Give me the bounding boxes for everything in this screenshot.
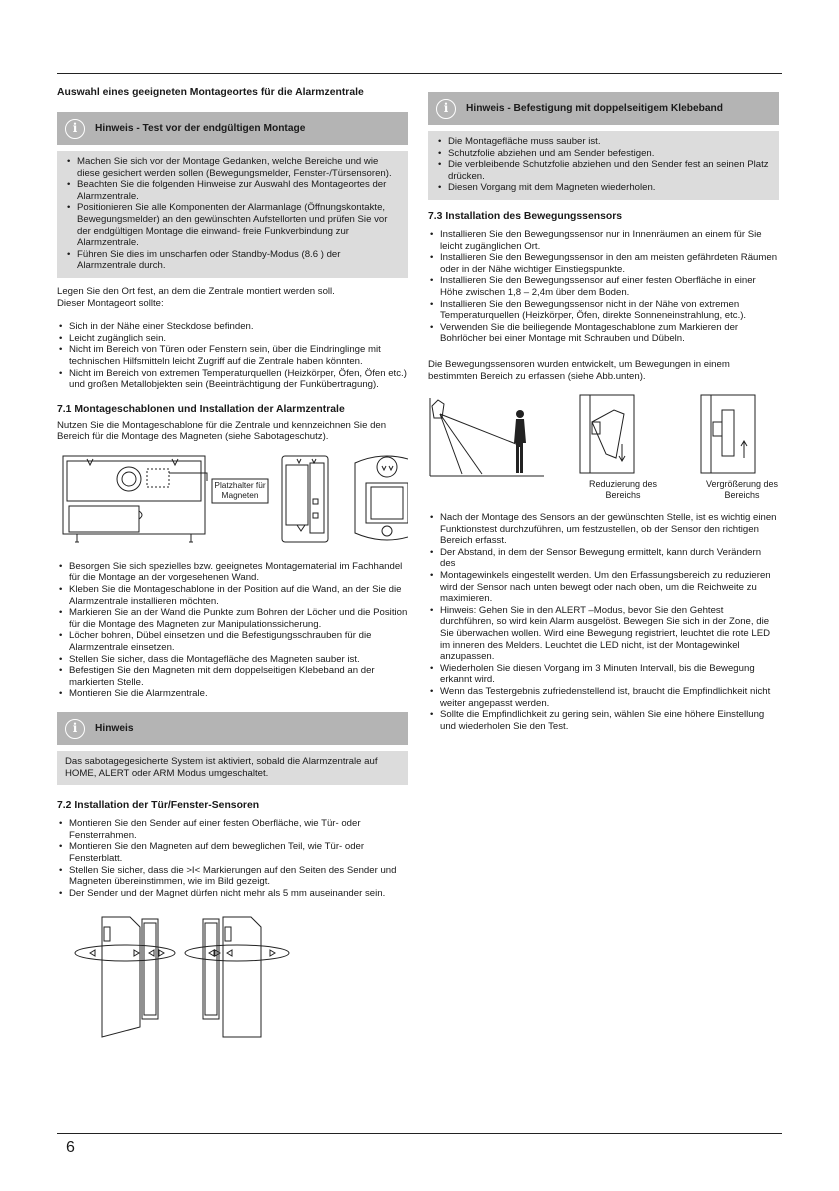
list-item: • Der Sender und der Magnet dürfen nicht mehr als 5 mm auseinander sein. [57, 888, 408, 900]
heading-7-1: 7.1 Montageschablonen und Installation der Alarmzentrale [57, 403, 345, 415]
list-item: • Installieren Sie den Bewegungssensor auf einer festen Oberfläche in einer Höhe zwischen 1,8 – 2,4m über dem Boden. [428, 275, 779, 298]
list-item: • Installieren Sie den Bewegungssensor nicht in der Nähe von extremen Temperaturquellen (Heizkörper, Öfen, direkte Sonneneinstrahlung, etc.). [428, 299, 779, 322]
motion-sensor-figure [428, 392, 779, 504]
section73-text: Die Bewegungssensoren wurden entwickelt, um Bewegungen in einem bestimmten Bereich zu erfassen (siehe Abb.unten). [428, 358, 730, 382]
caption-reduce-range: Reduzierung des Bereichs [588, 479, 658, 500]
list-item: • Installieren Sie den Bewegungssensor in den am meisten gefährdeten Räumen oder in der Nähe wichtiger Einstiegspunkte. [428, 252, 779, 275]
note-test-list [65, 156, 400, 272]
list-item: • Kleben Sie die Montageschablone in der Position auf die Wand, an der Sie die Alarmzentrale installieren möchten. [57, 584, 408, 607]
left-column [57, 86, 408, 1047]
info-icon: i [65, 119, 85, 139]
list-item: • Wenn das Testergebnis zufriedenstellend ist, braucht die Empfindlichkeit nicht weiter angepasst werden. [428, 686, 779, 709]
mounting-template-figure [57, 451, 408, 551]
list-item: • Installieren Sie den Bewegungssensor nur in Innenräumen an einem für Sie leicht zugänglichen Ort. [428, 229, 779, 252]
right-column [428, 86, 779, 740]
list-item: • Befestigen Sie den Magneten mit dem doppelseitigen Klebeband an der markierten Stelle. [57, 665, 408, 688]
list-item: • Montieren Sie den Sender auf einer festen Oberfläche, wie Tür- oder Fensterrahmen. [57, 818, 408, 841]
heading-mounting-location: Auswahl eines geeigneten Montageortes für die Alarmzentrale [57, 87, 364, 98]
location-list [57, 321, 408, 391]
section71-list [57, 561, 408, 700]
top-rule [57, 73, 782, 74]
location-intro: Legen Sie den Ort fest, an dem die Zentrale montiert werden soll. Dieser Montageort sollte: [57, 285, 335, 309]
bottom-rule [57, 1133, 782, 1134]
section73-list-2 [428, 512, 779, 732]
list-item: • Nicht im Bereich von extremen Temperaturquellen (Heizkörper, Öfen, Öfen etc.) und großen Metallobjekten sein (Beeinträchtigung der Funkübertragung). [57, 368, 408, 391]
list-item: • Die Montagefläche muss sauber ist. [436, 136, 771, 148]
list-item: • Stellen Sie sicher, dass die Montagefläche des Magneten sauber ist. [57, 654, 408, 666]
list-item: • Diesen Vorgang mit dem Magneten wiederholen. [436, 182, 771, 194]
list-item: • Montagewinkels eingestellt werden. Um den Erfassungsbereich zu reduzieren wird der Sensor nach unten bewegt oder nach oben, um die Reichweite zu maximieren. [428, 570, 779, 605]
list-item: • Führen Sie dies im unscharfen oder Standby-Modus (8.6 ) der Alarmzentrale durch. [65, 249, 400, 272]
list-item: • Sollte die Empfindlichkeit zu gering sein, wählen Sie eine höhere Einstellung und wiederholen Sie den Test. [428, 709, 779, 732]
info-icon: i [436, 99, 456, 119]
heading-7-2: 7.2 Installation der Tür/Fenster-Sensoren [57, 800, 260, 812]
heading-7-3: 7.3 Installation des Bewegungssensors [428, 210, 623, 222]
note-adhesive-list [436, 136, 771, 194]
list-item: • Montieren Sie den Magneten auf dem beweglichen Teil, wie Tür- oder Fensterblatt. [57, 841, 408, 864]
list-item: • Machen Sie sich vor der Montage Gedanken, welche Bereiche und wie diese gesichert werden sollen (Bewegungsmelder, Fenster-/Türsensoren). [65, 156, 400, 179]
section72-list [57, 818, 408, 899]
note-test-header [57, 112, 408, 145]
door-sensor-figure [57, 909, 408, 1039]
caption-enlarge-range: Vergrößerung des Bereichs [705, 479, 779, 500]
list-item: • Stellen Sie sicher, dass die >I< Markierungen auf den Seiten des Sender und Magneten übereinstimmen, wie im Bild gezeigt. [57, 865, 408, 888]
list-item: • Nach der Montage des Sensors an der gewünschten Stelle, ist es wichtig einen Funktionstest durchzuführen, um festzustellen, ob der Sensor den richtigen Bereich erfasst. [428, 512, 779, 547]
list-item: • Markieren Sie an der Wand die Punkte zum Bohren der Löcher und die Position für die Montage des Magneten zur Manipulationssicherung. [57, 607, 408, 630]
page-number: 6 [66, 1139, 75, 1156]
note-adhesive-header [428, 92, 779, 125]
note-test-title: Hinweis - Test vor der endgültigen Montage [95, 122, 306, 134]
list-item: • Sich in der Nähe einer Steckdose befinden. [57, 321, 408, 333]
list-item: • Beachten Sie die folgenden Hinweise zur Auswahl des Montageortes der Alarmzentrale. [65, 179, 400, 202]
section71-text: Nutzen Sie die Montageschablone für die Zentrale und kennzeichnen Sie den Bereich für die Montage des Magneten (siehe Sabotageschutz). [57, 419, 387, 443]
list-item: • Wiederholen Sie diesen Vorgang im 3 Minuten Intervall, bis die Bewegung erkannt wird. [428, 663, 779, 686]
list-item: • Besorgen Sie sich spezielles bzw. geeignetes Montagematerial im Fachhandel für die Montage an der vorgesehenen Wand. [57, 561, 408, 584]
list-item: • Die verbleibende Schutzfolie abziehen und den Sender fest an seinen Platz drücken. [436, 159, 771, 182]
note-sabotage-text: Das sabotagegesicherte System ist aktiviert, sobald die Alarmzentrale auf HOME, ALERT oder ARM Modus umgeschaltet. [65, 756, 378, 779]
note-sabotage-title: Hinweis [95, 722, 134, 734]
note-adhesive-body [428, 131, 779, 200]
note-test-body [57, 151, 408, 278]
list-item: • Schutzfolie abziehen und am Sender befestigen. [436, 148, 771, 160]
list-item: • Der Abstand, in dem der Sensor Bewegung ermittelt, kann durch Verändern des [428, 547, 779, 570]
list-item: • Nicht im Bereich von Türen oder Fenstern sein, über die Eindringlinge mit technischen Hilfsmitteln leicht Zugriff auf die Zentrale haben könnten. [57, 344, 408, 367]
info-icon: i [65, 719, 85, 739]
mounting-template-drawing [57, 451, 408, 551]
list-item: • Positionieren Sie alle Komponenten der Alarmanlage (Öffnungskontakte, Bewegungsmelder) an den gewünschten Aufstellorten und prüfen Sie vor der endgültigen Montage die einwand- freie Funkverbindung zur Alarmzentrale. [65, 202, 400, 248]
list-item: • Hinweis: Gehen Sie in den ALERT –Modus, bevor Sie den Gehtest durchführen, so wird kein Alarm ausgelöst. Bewegen Sie sich in der Zone, die Sie überwachen wollen. Wird eine Bewegung registriert, leuchtet die rote LED im inneren des Melders. Leuchtet die LED nicht, ist der Montagewinkel anzupassen. [428, 605, 779, 663]
list-item: • Löcher bohren, Dübel einsetzen und die Befestigungsschrauben für die Alarmzentrale einsetzen. [57, 630, 408, 653]
note-sabotage-header [57, 712, 408, 745]
list-item: • Leicht zugänglich sein. [57, 333, 408, 345]
note-sabotage-body [57, 751, 408, 785]
section73-list [428, 229, 779, 345]
magnet-placeholder-label: Platzhalter für Magneten [214, 479, 266, 500]
note-adhesive-title: Hinweis - Befestigung mit doppelseitigem Klebeband [466, 102, 723, 114]
list-item: • Verwenden Sie die beiliegende Montageschablone zum Markieren der Bohrlöcher bei einer Montage mit Schrauben und Dübeln. [428, 322, 779, 345]
list-item: • Montieren Sie die Alarmzentrale. [57, 688, 408, 700]
